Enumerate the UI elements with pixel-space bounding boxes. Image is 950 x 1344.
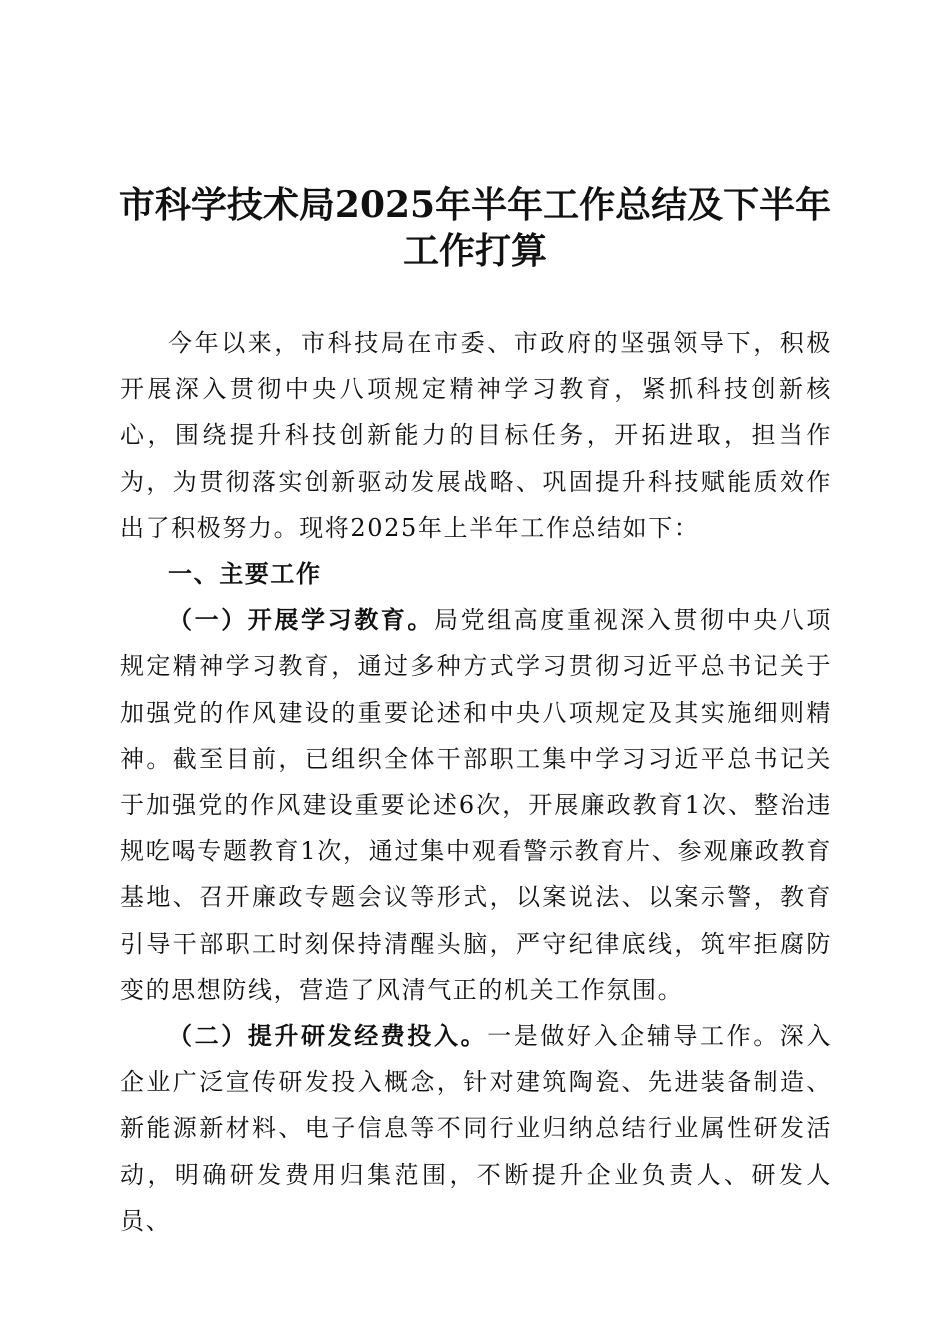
item-2-lead: （二）提升研发经费投入。 <box>168 1021 488 1051</box>
item-2-text: 一是做好入企辅导工作。深入企业广泛宣传研发投入概念，针对建筑陶瓷、先进装备制造、新能源新材料、电子信息等不同行业归纳总结行业属性研发活动，明确研发费用归集范围，不断提升企业负责人、研发人员、 <box>120 1022 832 1235</box>
document-title-line-1: 市科学技术局2025年半年工作总结及下半年 <box>118 184 832 226</box>
item-2-paragraph <box>120 1013 832 1244</box>
section-heading-main-work: 一、主要工作 <box>168 560 322 589</box>
item-1-lead: （一）开展学习教育。 <box>168 605 434 635</box>
document-title-line-2: 工作打算 <box>402 230 547 272</box>
item-1-paragraph <box>120 597 832 1013</box>
intro-paragraph: 今年以来，市科技局在市委、市政府的坚强领导下，积极开展深入贯彻中央八项规定精神学习教育，紧抓科技创新核心，围绕提升科技创新能力的目标任务，开拓进取，担当作为，为贯彻落实创新驱动发展战略、巩固提升科技赋能质效作出了积极努力。现将2025年上半年工作总结如下： <box>120 329 832 542</box>
item-1-text: 局党组高度重视深入贯彻中央八项规定精神学习教育，通过多种方式学习贯彻习近平总书记关于加强党的作风建设的重要论述和中央八项规定及其实施细则精神。截至目前，已组织全体干部职工集中学习习近平总书记关于加强党的作风建设重要论述6次，开展廉政教育1次、整治违规吃喝专题教育1次，通过集中观看警示教育片、参观廉政教育基地、召开廉政专题会议等形式，以案说法、以案示警，教育引导干部职工时刻保持清醒头脑，严守纪律底线，筑牢拒腐防变的思想防线，营造了风清气正的机关工作氛围。 <box>120 606 832 1004</box>
document-body <box>120 320 832 1244</box>
